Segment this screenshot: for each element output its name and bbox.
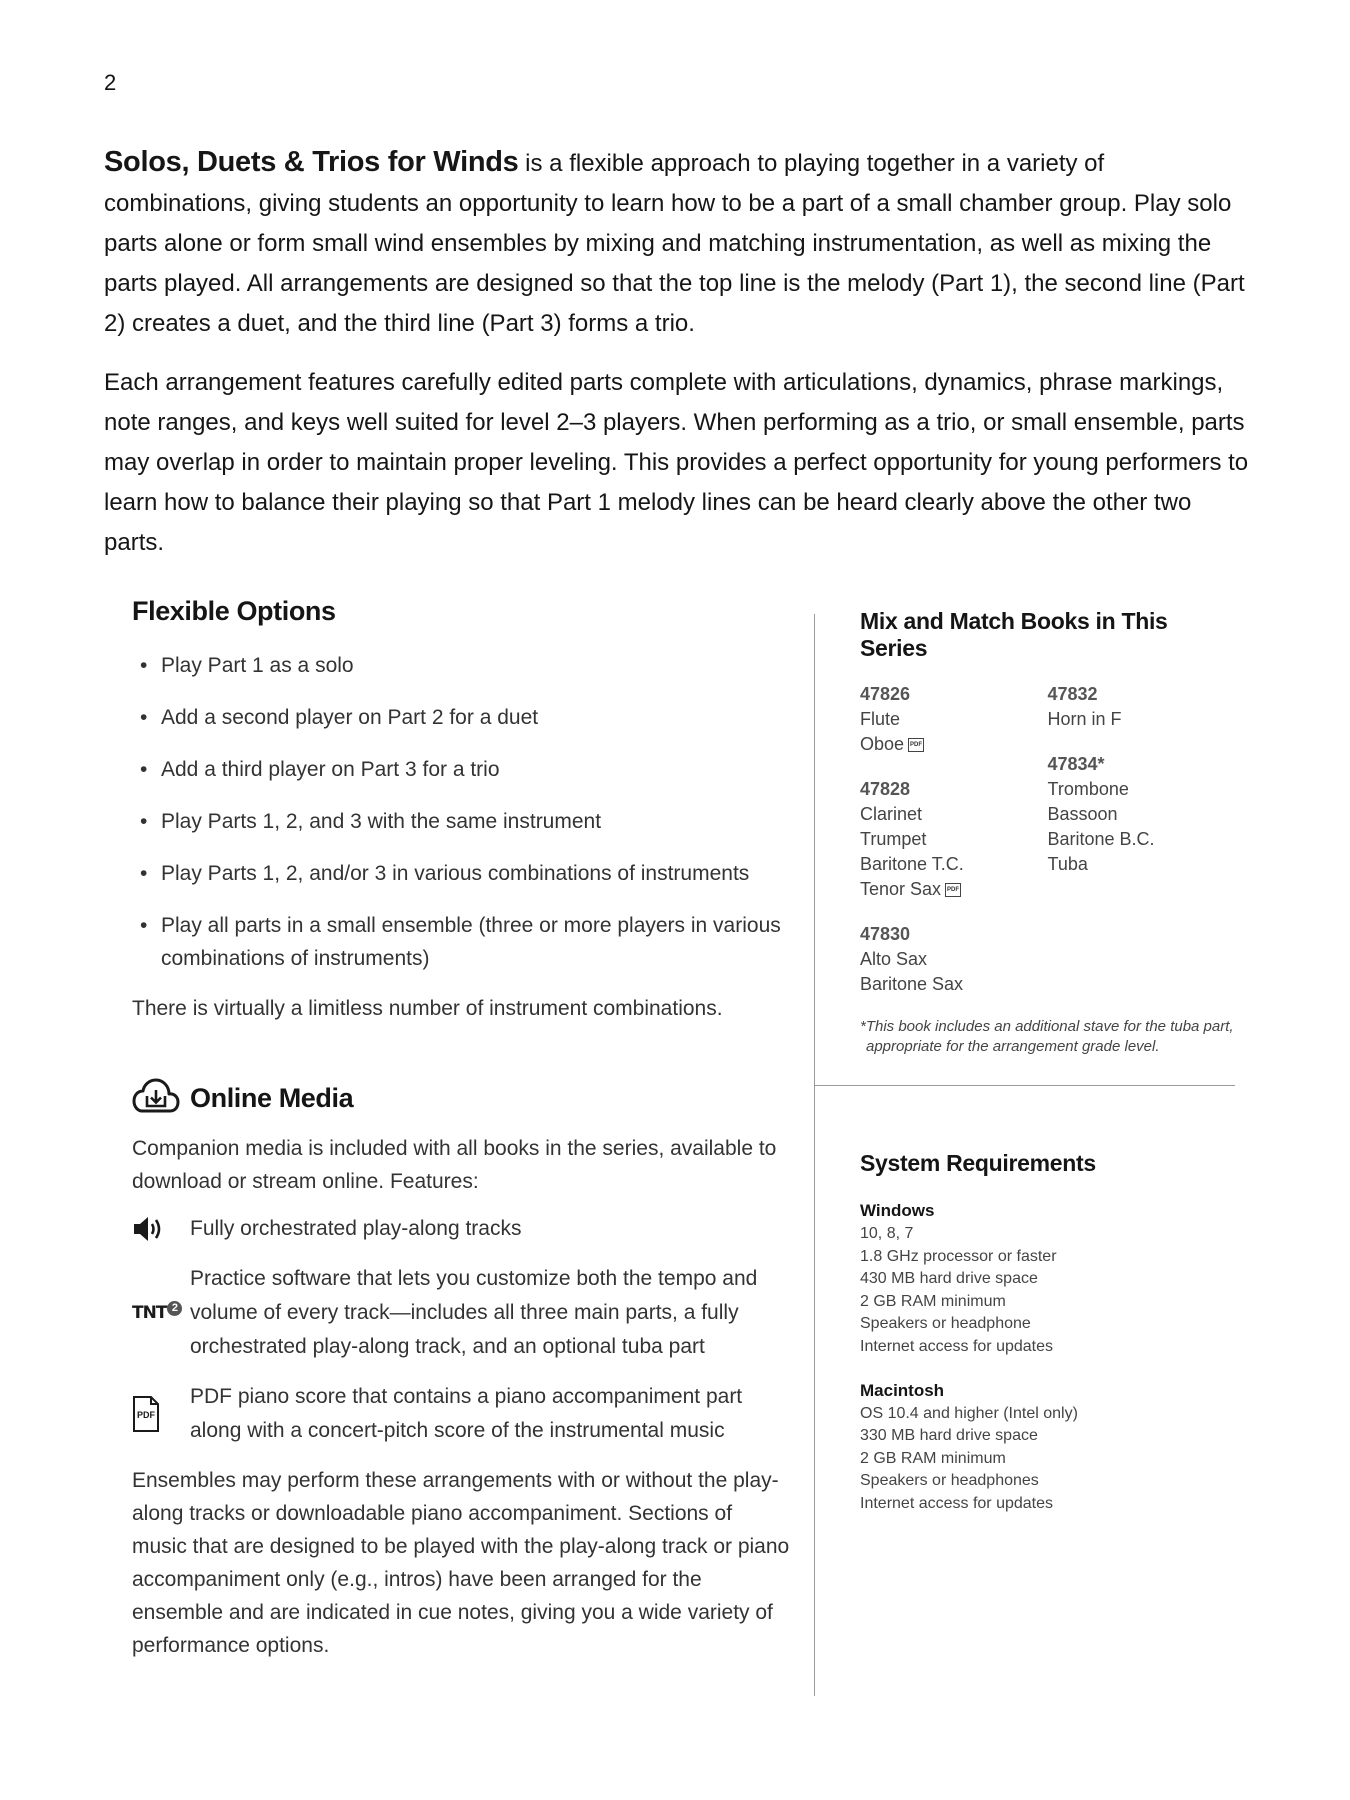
instrument-name: Tuba xyxy=(1047,854,1088,874)
feature-text: PDF piano score that contains a piano accompaniment part along with a concert-pitch score of the instrumental music xyxy=(190,1385,743,1442)
cloud-download-icon xyxy=(132,1077,180,1120)
book-title: Solos, Duets & Trios for Winds xyxy=(104,146,519,178)
footnote-line: *This book includes an additional stave for the tuba part, xyxy=(860,1018,1234,1035)
requirement-line: 430 MB hard drive space xyxy=(860,1270,1038,1288)
mix-and-match-heading: Mix and Match Books in This Series xyxy=(860,608,1168,661)
book-group xyxy=(1048,682,1236,732)
instrument-name: Tenor Sax xyxy=(860,879,942,899)
footnote-line: appropriate for the arrangement grade level. xyxy=(866,1038,1160,1055)
list-item: • Play Part 1 as a solo xyxy=(132,649,792,682)
speaker-icon xyxy=(132,1215,190,1243)
mac-label: Macintosh xyxy=(860,1380,945,1400)
intro-section xyxy=(104,142,1249,582)
instrument-name: Flute xyxy=(860,709,901,729)
feature-item xyxy=(132,1212,792,1246)
book-group xyxy=(860,922,1048,997)
instrument-name: Trombone xyxy=(1047,779,1129,799)
intro-paragraph-1-text: is a flexible approach to playing together in a variety of combinations, giving students an opportunity to learn how to be a part of a small chamber group. Play solo parts alone or form small wind ensembles by mixing and matching instrumentation, as well as mixing the parts played. All arrangements are designed so that the top line is the melody (Part 1), the second line (Part 2) creates a duet, and the third line (Part 3) forms a trio. xyxy=(104,150,1245,337)
pdf-icon: PDF xyxy=(132,1395,190,1433)
requirement-line: OS 10.4 and higher (Intel only) xyxy=(860,1404,1078,1422)
book-group xyxy=(860,682,1048,757)
vertical-divider xyxy=(814,614,815,1696)
instrument-name: Horn in F xyxy=(1047,709,1122,729)
windows-requirements xyxy=(860,1199,1235,1359)
book-column xyxy=(1048,682,1236,1017)
book-number: 47828 xyxy=(860,779,911,799)
intro-paragraph-1 xyxy=(104,142,1249,344)
requirement-line: 2 GB RAM minimum xyxy=(860,1449,1006,1467)
instrument-name: Trumpet xyxy=(860,829,927,849)
instrument-name: Bassoon xyxy=(1047,804,1118,824)
book-number: 47826 xyxy=(860,684,911,704)
tuba-footnote xyxy=(860,1017,1235,1057)
requirement-line: Speakers or headphones xyxy=(860,1472,1039,1490)
instrument-name: Alto Sax xyxy=(860,949,928,969)
instrument-name: Oboe xyxy=(860,734,905,754)
windows-label: Windows xyxy=(860,1201,935,1220)
intro-paragraph-2: Each arrangement features carefully edited parts complete with articulations, dynamics, phrase markings, note ranges, and keys well suited for level 2–3 players. When performing as a trio, or small ensemble, parts may overlap in order to maintain proper leveling. This provides a perfect opportunity for young performers to learn how to balance their playing so that Part 1 melody lines can be heard clearly above the other two parts. xyxy=(104,369,1249,556)
tnt2-icon: TNT 2 xyxy=(132,1303,190,1323)
instrument-item xyxy=(860,877,1048,902)
left-column xyxy=(132,596,792,1662)
instrument-name: Baritone T.C. xyxy=(860,854,964,874)
list-item: • Play all parts in a small ensemble (three or more players in various combinations of instruments) xyxy=(132,909,792,975)
feature-item xyxy=(132,1380,792,1448)
right-column xyxy=(860,608,1235,1516)
instrument-item xyxy=(860,732,1048,757)
requirement-line: Internet access for updates xyxy=(860,1494,1053,1512)
list-item: • Add a second player on Part 2 for a duet xyxy=(132,701,792,734)
instrument-name: Baritone Sax xyxy=(860,974,964,994)
requirement-line: Internet access for updates xyxy=(860,1337,1053,1355)
pdf-icon: PDF xyxy=(945,883,961,897)
requirement-line: 10, 8, 7 xyxy=(860,1225,914,1242)
instrument-name: Clarinet xyxy=(860,804,923,824)
list-item: • Play Parts 1, 2, and 3 with the same instrument xyxy=(132,805,792,838)
book-column xyxy=(860,682,1048,1017)
book-number: 47832 xyxy=(1047,684,1098,704)
book-number: 47830 xyxy=(860,924,911,944)
list-item: • Add a third player on Part 3 for a trio xyxy=(132,753,792,786)
flexible-options-heading: Flexible Options xyxy=(132,596,336,626)
feature-text: Fully orchestrated play-along tracks xyxy=(190,1217,522,1240)
instrument-name: Baritone B.C. xyxy=(1047,829,1155,849)
ensemble-note: Ensembles may perform these arrangements with or without the play-along tracks or downloadable piano accompaniment. Sections of music that are designed to be played with the play-along track or piano accompaniment only (e.g., intros) have been arranged for the ensemble and are indicated in cue notes, giving you a wide variety of performance options. xyxy=(132,1469,790,1657)
book-group xyxy=(860,777,1048,902)
online-media-heading: Online Media xyxy=(190,1083,354,1113)
feature-text: Practice software that lets you customize both the tempo and volume of every track—includes all three main parts, a fully orchestrated play-along track, and an optional tuba part xyxy=(190,1267,758,1358)
requirement-line: Speakers or headphone xyxy=(860,1315,1031,1333)
mac-requirements xyxy=(860,1379,1235,1516)
requirement-line: 2 GB RAM minimum xyxy=(860,1292,1006,1310)
system-requirements-heading: System Requirements xyxy=(860,1150,1096,1176)
online-media-intro: Companion media is included with all books in the series, available to download or stream online. Features: xyxy=(132,1137,777,1193)
book-list xyxy=(860,682,1235,1017)
online-media-header xyxy=(132,1077,792,1120)
book-number: 47834* xyxy=(1047,754,1105,774)
pdf-icon: PDF xyxy=(908,738,924,752)
flexible-options-list xyxy=(132,649,792,975)
list-item: • Play Parts 1, 2, and/or 3 in various combinations of instruments xyxy=(132,857,792,890)
feature-item xyxy=(132,1262,792,1364)
page-number: 2 xyxy=(104,70,117,95)
combinations-note: There is virtually a limitless number of instrument combinations. xyxy=(132,997,723,1020)
requirement-line: 330 MB hard drive space xyxy=(860,1427,1038,1445)
book-group xyxy=(1048,752,1236,877)
requirement-line: 1.8 GHz processor or faster xyxy=(860,1247,1057,1265)
